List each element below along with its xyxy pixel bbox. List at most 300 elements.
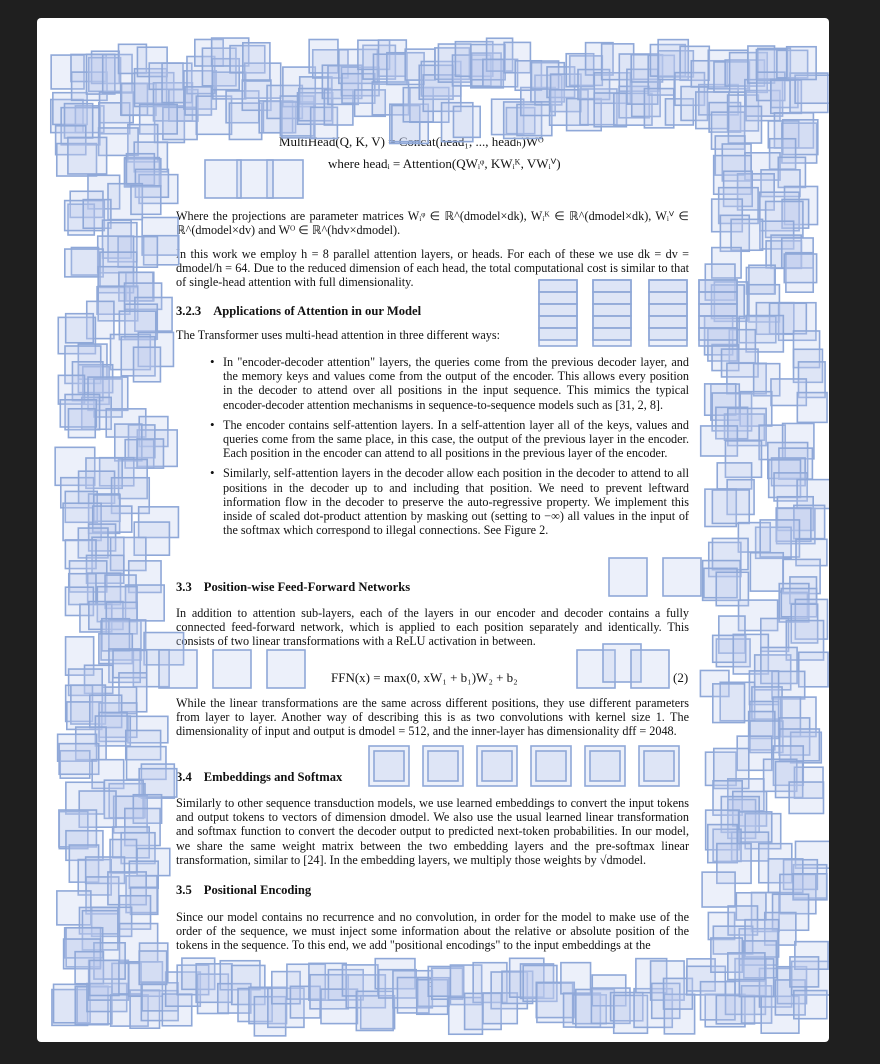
overlay-box (761, 647, 797, 683)
overlay-box (708, 50, 748, 89)
overlay-box (80, 604, 112, 632)
overlay-box (213, 650, 251, 688)
overlay-box (106, 602, 137, 634)
overlay-box (128, 716, 168, 742)
overlay-box (745, 814, 781, 849)
overlay-box (128, 425, 154, 458)
overlay-box (121, 337, 155, 376)
overlay-box (58, 734, 97, 761)
overlay-box (728, 95, 759, 131)
overlay-box (95, 716, 130, 746)
overlay-box (708, 912, 734, 939)
overlay-box (649, 304, 687, 316)
overlay-box (97, 587, 137, 622)
overlay-box (681, 87, 707, 121)
overlay-box (502, 971, 533, 1003)
overlay-box (92, 537, 124, 573)
overlay-box (699, 316, 737, 328)
overlay-box (706, 752, 737, 785)
overlay-box (88, 573, 121, 604)
overlay-box (339, 49, 378, 83)
overlay-box (140, 105, 177, 134)
overlay-box (720, 682, 754, 720)
overlay-box (771, 79, 798, 107)
overlay-box (65, 540, 96, 569)
overlay-box (733, 634, 768, 674)
overlay-box (749, 712, 775, 750)
overlay-box (71, 54, 106, 81)
overlay-box (609, 558, 647, 596)
overlay-box (89, 494, 120, 533)
overlay-box (757, 72, 785, 100)
overlay-box (712, 345, 739, 371)
overlay-box (795, 75, 829, 103)
overlay-box (128, 125, 158, 162)
overlay-box (108, 184, 142, 220)
overlay-box (795, 599, 827, 639)
overlay-box (56, 126, 86, 155)
overlay-box (728, 953, 765, 980)
overlay-box (691, 61, 727, 87)
overlay-box (79, 791, 116, 827)
overlay-box (761, 996, 799, 1033)
overlay-box (139, 417, 168, 447)
paragraph-ffn-after: While the linear transformations are the same across different positions, they use different parameters from layer to layer. Another way of describing this is as two convolutions with kernel size 1. The dimensionality of input and output is dmodel = 512, and the inner-layer has dimensionality dff = 2048. (176, 696, 689, 739)
overlay-box (551, 74, 581, 111)
overlay-box (760, 192, 799, 231)
overlay-box (195, 39, 223, 66)
overlay-box (71, 685, 106, 724)
overlay-box (450, 965, 481, 1005)
overlay-box (65, 394, 99, 429)
overlay-box (77, 987, 112, 1024)
overlay-box (634, 989, 672, 1028)
overlay-box (328, 970, 363, 1000)
overlay-box (744, 941, 776, 978)
overlay-box (603, 644, 641, 682)
overlay-box (521, 88, 555, 116)
overlay-box (713, 829, 741, 861)
overlay-box (611, 993, 643, 1021)
overlay-box (112, 478, 150, 514)
overlay-box (139, 769, 177, 797)
overlay-box (125, 585, 164, 621)
overlay-box (663, 558, 701, 596)
overlay-box (506, 108, 534, 134)
overlay-box (766, 241, 801, 268)
overlay-box (580, 89, 617, 125)
overlay-box (131, 186, 161, 215)
overlay-box (88, 175, 120, 209)
overlay-box (86, 857, 125, 883)
overlay-box (631, 650, 669, 688)
overlay-box (614, 93, 652, 125)
overlay-box (243, 43, 270, 81)
overlay-box (699, 292, 737, 304)
overlay-box (471, 45, 505, 80)
overlay-box (66, 831, 103, 861)
overlay-box (709, 103, 740, 132)
overlay-box (758, 48, 791, 80)
overlay-box (435, 48, 470, 79)
page-number: 5 (427, 976, 434, 990)
overlay-box (54, 984, 91, 1022)
overlay-box (531, 61, 558, 89)
overlay-box (523, 965, 557, 1001)
overlay-box (760, 520, 799, 557)
overlay-box (799, 652, 828, 687)
section-title: Applications of Attention in our Model (213, 304, 422, 318)
overlay-box (796, 539, 827, 565)
overlay-box (115, 424, 142, 461)
overlay-box (60, 400, 96, 427)
overlay-box (102, 687, 136, 714)
overlay-box (768, 121, 798, 148)
overlay-box (104, 780, 143, 818)
overlay-box (482, 751, 512, 781)
overlay-box (721, 797, 759, 833)
overlay-box (770, 303, 807, 334)
overlay-box (765, 913, 796, 946)
overlay-box (346, 975, 385, 1008)
overlay-box (113, 650, 147, 677)
overlay-box (705, 384, 736, 415)
overlay-box (712, 538, 748, 569)
overlay-box (322, 65, 361, 98)
overlay-box (539, 292, 577, 304)
overlay-box (428, 751, 458, 781)
overlay-box (745, 920, 779, 957)
overlay-box (770, 139, 796, 169)
overlay-box (213, 72, 246, 99)
equation-ffn: FFN(x) = max(0, xW₁ + b₁)W₂ + b₂ (331, 670, 518, 685)
overlay-box (779, 592, 807, 618)
overlay-box (403, 88, 433, 122)
overlay-box (373, 54, 407, 84)
overlay-box (711, 938, 742, 972)
overlay-box (169, 90, 198, 122)
overlay-box (99, 712, 127, 741)
overlay-box (784, 254, 816, 283)
overlay-box (780, 874, 816, 913)
overlay-box (125, 440, 154, 468)
overlay-box (126, 154, 154, 185)
overlay-box (739, 929, 777, 965)
overlay-box (282, 102, 315, 138)
overlay-box (140, 943, 168, 982)
overlay-box (185, 87, 211, 115)
overlay-box (664, 978, 693, 1009)
overlay-box (576, 989, 614, 1027)
overlay-box (739, 600, 778, 630)
overlay-box (790, 73, 828, 112)
overlay-box (795, 841, 829, 868)
overlay-box (89, 524, 116, 551)
overlay-box (280, 96, 314, 136)
overlay-box (428, 967, 463, 997)
overlay-box (547, 67, 575, 98)
overlay-box (230, 46, 265, 73)
overlay-box (267, 160, 303, 198)
overlay-box (83, 200, 111, 229)
overlay-box (719, 616, 745, 653)
overlay-box (137, 430, 177, 466)
overlay-box (108, 223, 137, 262)
overlay-box (310, 975, 348, 1009)
overlay-box (109, 784, 145, 818)
overlay-box (121, 83, 148, 115)
overlay-box (792, 961, 829, 995)
overlay-box (577, 650, 615, 688)
overlay-box (791, 604, 817, 643)
overlay-box (515, 61, 541, 90)
overlay-box (218, 984, 251, 1013)
overlay-box (739, 316, 776, 342)
overlay-box (71, 248, 98, 276)
overlay-box (86, 458, 122, 488)
overlay-box (72, 362, 102, 401)
overlay-box (578, 70, 610, 100)
overlay-box (593, 292, 631, 304)
overlay-box (471, 60, 503, 88)
overlay-box (649, 316, 687, 328)
overlay-box (57, 144, 97, 176)
overlay-box (65, 249, 103, 277)
overlay-box (680, 46, 709, 80)
overlay-box (794, 767, 823, 798)
overlay-box (94, 495, 120, 521)
overlay-box (714, 282, 747, 321)
overlay-box (187, 57, 215, 94)
overlay-box (797, 393, 827, 423)
overlay-box (237, 160, 273, 198)
overlay-box (787, 47, 816, 80)
overlay-box (746, 268, 774, 294)
bullet-item: • Similarly, self-attention layers in the decoder allow each position in the decoder to attend to all positions in the decoder up to and including that position. We need to prevent leftward information flow in the decoder to preserve the auto-regressive property. We implement this inside of scaled dot-product attention by masking out (setting to −∞) all values in the input of the softmax which correspond to illegal connections. See Figure 2. (223, 466, 689, 537)
overlay-box (119, 673, 147, 712)
overlay-box (717, 463, 751, 489)
overlay-box (536, 982, 574, 1017)
overlay-box (786, 621, 823, 660)
overlay-box (779, 584, 809, 622)
overlay-box (561, 963, 591, 994)
overlay-box (138, 332, 173, 366)
overlay-box (134, 73, 173, 104)
overlay-box (79, 471, 115, 503)
overlay-box (70, 191, 103, 217)
overlay-box (712, 112, 745, 149)
overlay-box (119, 44, 147, 73)
overlay-box (363, 45, 395, 79)
overlay-box (94, 943, 125, 979)
overlay-box (504, 102, 542, 139)
overlay-box (53, 93, 87, 125)
overlay-box (242, 80, 271, 110)
overlay-box (82, 911, 117, 950)
overlay-box (97, 287, 130, 314)
overlay-box (89, 960, 129, 1000)
overlay-box (759, 968, 791, 1007)
overlay-box (535, 75, 562, 105)
overlay-box (114, 796, 147, 833)
overlay-box (369, 746, 409, 786)
overlay-box (287, 964, 325, 999)
overlay-box (728, 779, 764, 811)
overlay-box (162, 994, 191, 1026)
overlay-box (61, 108, 100, 145)
overlay-box (746, 91, 780, 121)
overlay-box (90, 695, 122, 727)
overlay-box (419, 65, 453, 99)
overlay-box (536, 751, 566, 781)
section-heading-3-2-3 (176, 304, 421, 319)
overlay-box (777, 50, 808, 77)
overlay-box (708, 825, 737, 863)
overlay-box (789, 782, 823, 813)
overlay-box (472, 53, 501, 86)
overlay-box (78, 528, 108, 558)
overlay-box (387, 53, 424, 85)
overlay-box (644, 89, 673, 128)
overlay-box (65, 491, 97, 522)
overlay-box (196, 964, 232, 1002)
overlay-box (487, 38, 513, 71)
overlay-box (794, 349, 823, 382)
overlay-box (139, 507, 179, 538)
overlay-box (249, 987, 287, 1023)
overlay-box (465, 993, 502, 1029)
overlay-box (68, 409, 95, 438)
overlay-box (89, 602, 123, 630)
overlay-box (423, 746, 463, 786)
overlay-box (737, 736, 772, 770)
overlay-box (760, 221, 794, 249)
overlay-box (585, 746, 625, 786)
overlay-box (341, 67, 379, 95)
overlay-box (87, 555, 124, 583)
overlay-box (290, 986, 320, 1018)
overlay-box (133, 795, 161, 823)
overlay-box (102, 220, 131, 258)
overlay-box (133, 650, 169, 687)
overlay-box (687, 966, 726, 995)
overlay-box (127, 747, 166, 780)
overlay-box (631, 55, 662, 82)
overlay-box (795, 942, 828, 970)
overlay-box (66, 637, 94, 675)
overlay-box (405, 49, 435, 80)
overlay-box (113, 827, 150, 858)
overlay-box (149, 63, 183, 89)
overlay-box (772, 458, 806, 486)
overlay-box (714, 62, 749, 92)
overlay-box (704, 568, 737, 597)
bullet-item: • The encoder contains self-attention layers. In a self-attention layer all of the keys, values and queries come from the same place, in this case, the output of the previous layer in the encoder. Each position in the encoder can attend to all positions in the previous layer of the encoder. (223, 418, 689, 461)
overlay-box (755, 655, 791, 690)
overlay-box (745, 153, 780, 180)
overlay-box (725, 414, 765, 440)
overlay-box (105, 575, 136, 608)
overlay-box (379, 40, 407, 76)
overlay-box (594, 73, 630, 103)
overlay-box (776, 508, 811, 541)
overlay-box (374, 751, 404, 781)
overlay-box (785, 186, 818, 224)
overlay-box (119, 311, 155, 339)
overlay-box (771, 235, 801, 268)
overlay-box (438, 44, 470, 82)
overlay-box (111, 995, 148, 1026)
overlay-box (658, 40, 688, 80)
overlay-box (58, 375, 84, 404)
overlay-box (728, 906, 757, 935)
overlay-box (517, 104, 552, 135)
overlay-box (76, 727, 106, 760)
overlay-box (66, 314, 94, 343)
overlay-box (727, 363, 766, 393)
equation-multihead: MultiHead(Q, K, V) = Concat(head₁, ..., headₕ)Wᴼ (279, 134, 544, 149)
overlay-box (713, 781, 742, 815)
overlay-box (782, 238, 813, 268)
overlay-box (108, 872, 146, 905)
overlay-box (712, 248, 741, 278)
overlay-box (92, 51, 120, 83)
overlay-box (69, 561, 106, 592)
section-number: 3.2.3 (176, 304, 202, 318)
overlay-box (797, 480, 829, 509)
overlay-box (98, 286, 138, 321)
overlay-box (100, 92, 134, 123)
overlay-box (594, 93, 626, 127)
overlay-box (709, 542, 741, 576)
overlay-box (78, 365, 112, 393)
overlay-box (141, 764, 174, 798)
overlay-box (702, 872, 735, 907)
overlay-box (724, 171, 753, 206)
overlay-box (119, 896, 150, 929)
overlay-box (627, 69, 658, 104)
overlay-box (776, 762, 803, 798)
overlay-box (742, 986, 772, 1023)
overlay-box (772, 671, 805, 699)
overlay-box (202, 48, 236, 86)
overlay-box (93, 506, 132, 532)
overlay-box (644, 751, 674, 781)
section-title: Positional Encoding (203, 883, 312, 897)
overlay-box (375, 959, 415, 989)
overlay-box (483, 993, 517, 1024)
overlay-box (759, 844, 792, 883)
overlay-box (85, 665, 113, 693)
overlay-box (699, 280, 737, 346)
overlay-box (773, 746, 803, 785)
overlay-box (781, 697, 816, 736)
overlay-box (715, 136, 745, 175)
overlay-box (619, 54, 659, 91)
paragraph-three-ways: The Transformer uses multi-head attention in three different ways: (176, 328, 501, 342)
overlay-box (591, 988, 630, 1023)
overlay-box (774, 473, 807, 501)
overlay-box (418, 978, 449, 1007)
overlay-box (658, 51, 693, 77)
overlay-box (103, 55, 132, 93)
overlay-box (745, 80, 783, 116)
overlay-box (750, 721, 783, 753)
overlay-box (701, 982, 735, 1020)
overlay-box (756, 50, 787, 80)
overlay-box (746, 316, 783, 352)
section-title: Embeddings and Softmax (203, 770, 343, 784)
